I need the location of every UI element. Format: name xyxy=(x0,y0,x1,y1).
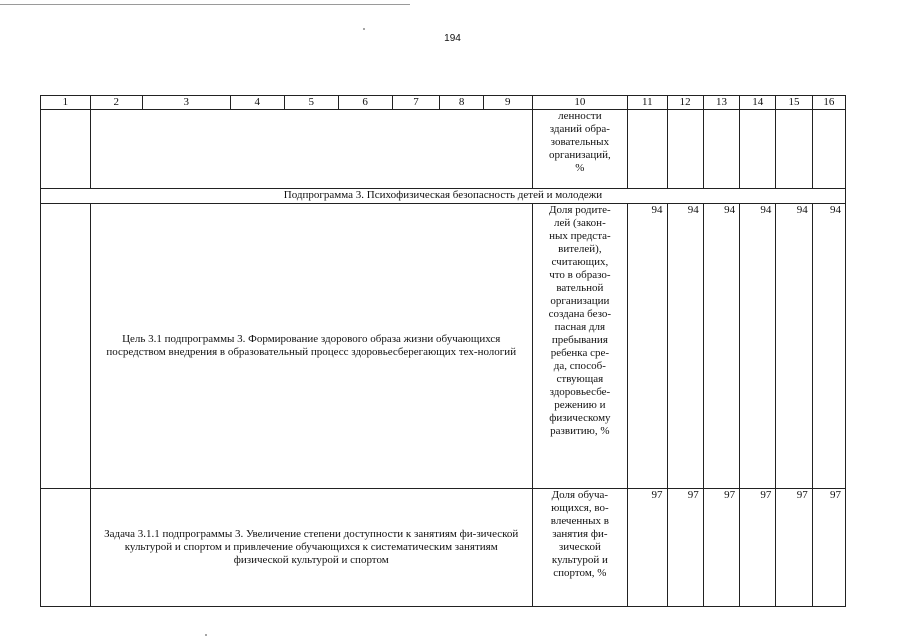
value-cell: 94 xyxy=(812,204,845,489)
column-number: 7 xyxy=(392,96,440,110)
value-cell: 97 xyxy=(812,489,845,607)
empty-cell xyxy=(41,489,91,607)
column-number: 5 xyxy=(284,96,338,110)
value-cell: 94 xyxy=(628,204,667,489)
subprogram-row xyxy=(41,189,846,204)
page-number: 194 xyxy=(444,33,461,44)
column-number: 9 xyxy=(483,96,532,110)
column-number: 16 xyxy=(812,96,845,110)
task-description: Задача 3.1.1 подпрограммы 3. Увеличение степени доступности к занятиям фи-зической культурой и спортом и привлечение обучающихся к систематическим занятиям физической культурой и спортом xyxy=(90,489,532,607)
column-number: 14 xyxy=(740,96,776,110)
value-cell: 94 xyxy=(667,204,703,489)
value-cell: 94 xyxy=(740,204,776,489)
column-number: 6 xyxy=(338,96,392,110)
indicator-text: Доля родите- лей (закон- ных предста- вителей), считающих, что в образо- вательной организации создана безо- пасная для пребывания ребенка сре- да, способ- ствующая здоровьесбе- режению и физическому развитию, % xyxy=(548,204,612,437)
program-table xyxy=(40,95,846,607)
top-edge-line xyxy=(0,4,410,5)
column-number: 10 xyxy=(532,96,627,110)
empty-cell xyxy=(812,110,845,189)
goal-row xyxy=(41,204,846,489)
empty-cell xyxy=(776,110,812,189)
empty-cell xyxy=(628,110,667,189)
column-number: 12 xyxy=(667,96,703,110)
column-number: 13 xyxy=(703,96,739,110)
indicator-text: Доля обуча- ющихся, во- влеченных в занятия фи- зической культурой и спортом, % xyxy=(550,489,609,579)
empty-cell xyxy=(667,110,703,189)
value-cell: 97 xyxy=(740,489,776,607)
indicator-cell xyxy=(532,204,627,489)
value-cell: 97 xyxy=(703,489,739,607)
column-number-row xyxy=(41,96,846,110)
column-number: 1 xyxy=(41,96,91,110)
empty-cell xyxy=(740,110,776,189)
goal-description: Цель 3.1 подпрограммы 3. Формирование здорового образа жизни обучающихся посредством внедрения в образовательный процесс здоровьесберегающих тех-нологий xyxy=(90,204,532,489)
value-cell: 94 xyxy=(703,204,739,489)
empty-cell xyxy=(703,110,739,189)
empty-cell xyxy=(41,204,91,489)
scan-speck xyxy=(363,28,365,30)
column-number: 15 xyxy=(776,96,812,110)
column-number: 4 xyxy=(230,96,284,110)
indicator-text: ленности зданий обра- зовательных организаций, % xyxy=(548,110,611,174)
column-number: 3 xyxy=(142,96,230,110)
value-cell: 97 xyxy=(667,489,703,607)
subprogram-title: Подпрограмма 3. Психофизическая безопасность детей и молодежи xyxy=(41,189,846,204)
column-number: 2 xyxy=(90,96,142,110)
value-cell: 94 xyxy=(776,204,812,489)
scan-speck xyxy=(205,634,207,636)
indicator-cell xyxy=(532,489,627,607)
value-cell: 97 xyxy=(628,489,667,607)
empty-description-cell xyxy=(90,110,532,189)
column-number: 11 xyxy=(628,96,667,110)
column-number: 8 xyxy=(440,96,484,110)
task-row xyxy=(41,489,846,607)
value-cell: 97 xyxy=(776,489,812,607)
empty-cell xyxy=(41,110,91,189)
indicator-cell xyxy=(532,110,627,189)
continuation-row xyxy=(41,110,846,189)
